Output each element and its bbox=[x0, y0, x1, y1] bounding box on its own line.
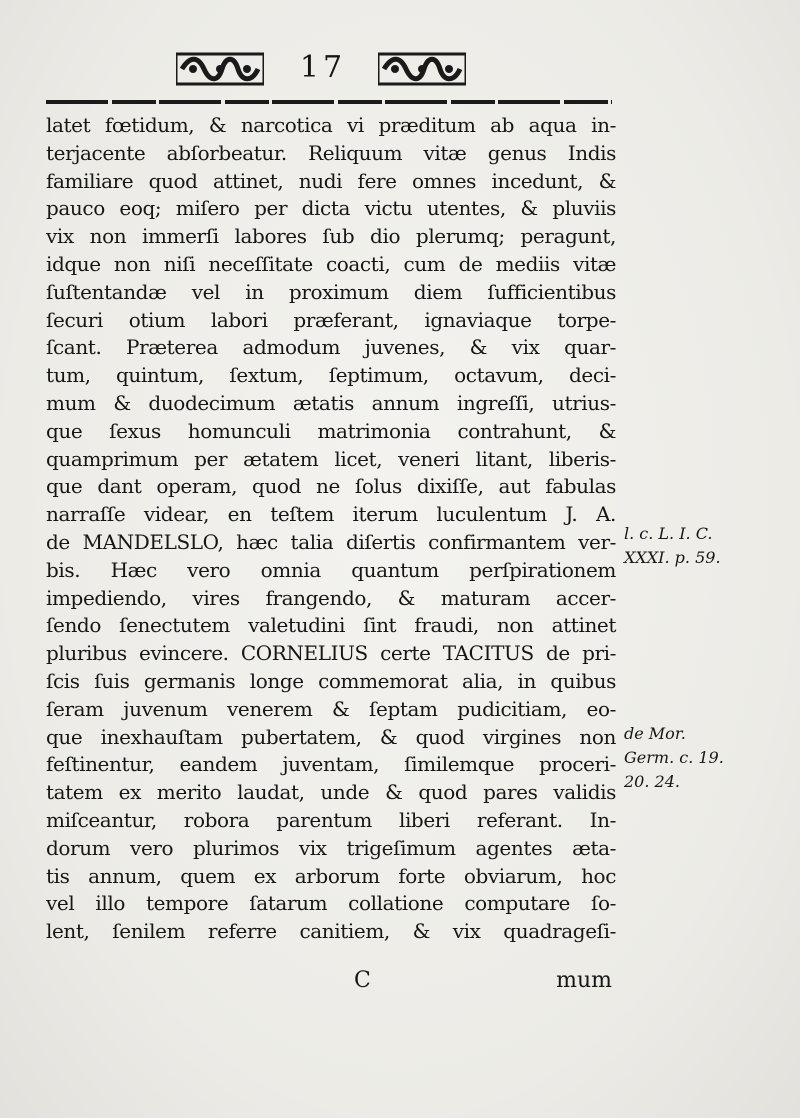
text-line: vel illo tempore ſatarum collatione computare ſo- bbox=[46, 891, 616, 916]
margin-note-tacitus bbox=[624, 722, 774, 794]
margin-note-line: 20. 24. bbox=[624, 772, 680, 791]
text-line: que dant operam, quod ne ſolus dixiſſe, aut fabulas bbox=[46, 474, 616, 499]
text-line: impediendo, vires frangendo, & maturam accer- bbox=[46, 585, 616, 610]
margin-note-line: l. c. L. I. C. bbox=[624, 524, 713, 543]
text-line: ſcant. Præterea admodum juvenes, & vix quar- bbox=[46, 335, 616, 360]
text-line: ſecuri otium labori præferant, ignaviaque torpe- bbox=[46, 307, 616, 332]
text-line: feſtinentur, eandem juventam, ſimilemque proceri- bbox=[46, 752, 616, 777]
margin-note-line: Germ. c. 19. bbox=[624, 748, 724, 767]
text-line: tatem ex merito laudat, unde & quod pares validis bbox=[46, 780, 616, 805]
page-header bbox=[170, 48, 470, 92]
text-line: mum & duodecimum ætatis annum ingreſſi, utrius- bbox=[46, 390, 616, 415]
text-line: idque non niſi neceſſitate coacti, cum de mediis vitæ bbox=[46, 251, 616, 276]
page-number: 17 bbox=[299, 50, 347, 85]
text-line: pluribus evincere. CORNELIUS certe TACITUS de pri- bbox=[46, 641, 616, 666]
ornament-right-icon bbox=[378, 52, 466, 86]
page-footer bbox=[46, 968, 616, 998]
text-line: que ſexus homunculi matrimonia contrahunt, & bbox=[46, 418, 616, 443]
text-line: ſendo ſenectutem valetudini ſint fraudi, non attinet bbox=[46, 613, 616, 638]
text-line: terjacente abſorbeatur. Reliquum vitæ genus Indis bbox=[46, 140, 616, 165]
ornament-left-icon bbox=[176, 52, 264, 86]
text-line: vix non immerſi labores ſub dio plerumq; peragunt, bbox=[46, 224, 616, 249]
text-line: ſeram juvenum venerem & ſeptam pudicitiam, eo- bbox=[46, 696, 616, 721]
text-line: que inexhauſtam pubertatem, & quod virgines non bbox=[46, 724, 616, 749]
text-line: de MANDELSLO, hæc talia diſertis confirmantem ver- bbox=[46, 529, 616, 554]
text-line: dorum vero plurimos vix trigeſimum agentes æta- bbox=[46, 835, 616, 860]
body-text bbox=[46, 112, 616, 946]
text-line: bis. Hæc vero omnia quantum perſpirationem bbox=[46, 557, 616, 582]
text-line: quamprimum per ætatem licet, veneri litant, liberis- bbox=[46, 446, 616, 471]
signature-mark: C bbox=[354, 968, 371, 993]
text-line: familiare quod attinet, nudi fere omnes incedunt, & bbox=[46, 168, 616, 193]
text-line: miſceantur, robora parentum liberi referant. In- bbox=[46, 807, 616, 832]
header-rule bbox=[46, 100, 612, 104]
margin-note-line: XXXI. p. 59. bbox=[624, 548, 721, 567]
margin-note-mandelslo bbox=[624, 522, 774, 570]
text-line: narraſſe videar, en teſtem iterum luculentum J. A. bbox=[46, 502, 616, 527]
text-line: latet fœtidum, & narcotica vi præditum ab aqua in- bbox=[46, 113, 616, 137]
catchword: mum bbox=[556, 968, 612, 993]
margin-note-line: de Mor. bbox=[624, 724, 686, 743]
text-line: ſcis ſuis germanis longe commemorat alia, in quibus bbox=[46, 668, 616, 693]
text-line: pauco eoq; miſero per dicta victu utentes, & pluviis bbox=[46, 196, 616, 221]
text-line: lent, ſenilem referre canitiem, & vix quadrageſi- bbox=[46, 919, 616, 944]
text-line: ſuſtentandæ vel in proximum diem ſufficientibus bbox=[46, 279, 616, 304]
text-line: tis annum, quem ex arborum forte obviarum, hoc bbox=[46, 863, 616, 888]
text-line: tum, quintum, ſextum, ſeptimum, octavum, deci- bbox=[46, 363, 616, 388]
